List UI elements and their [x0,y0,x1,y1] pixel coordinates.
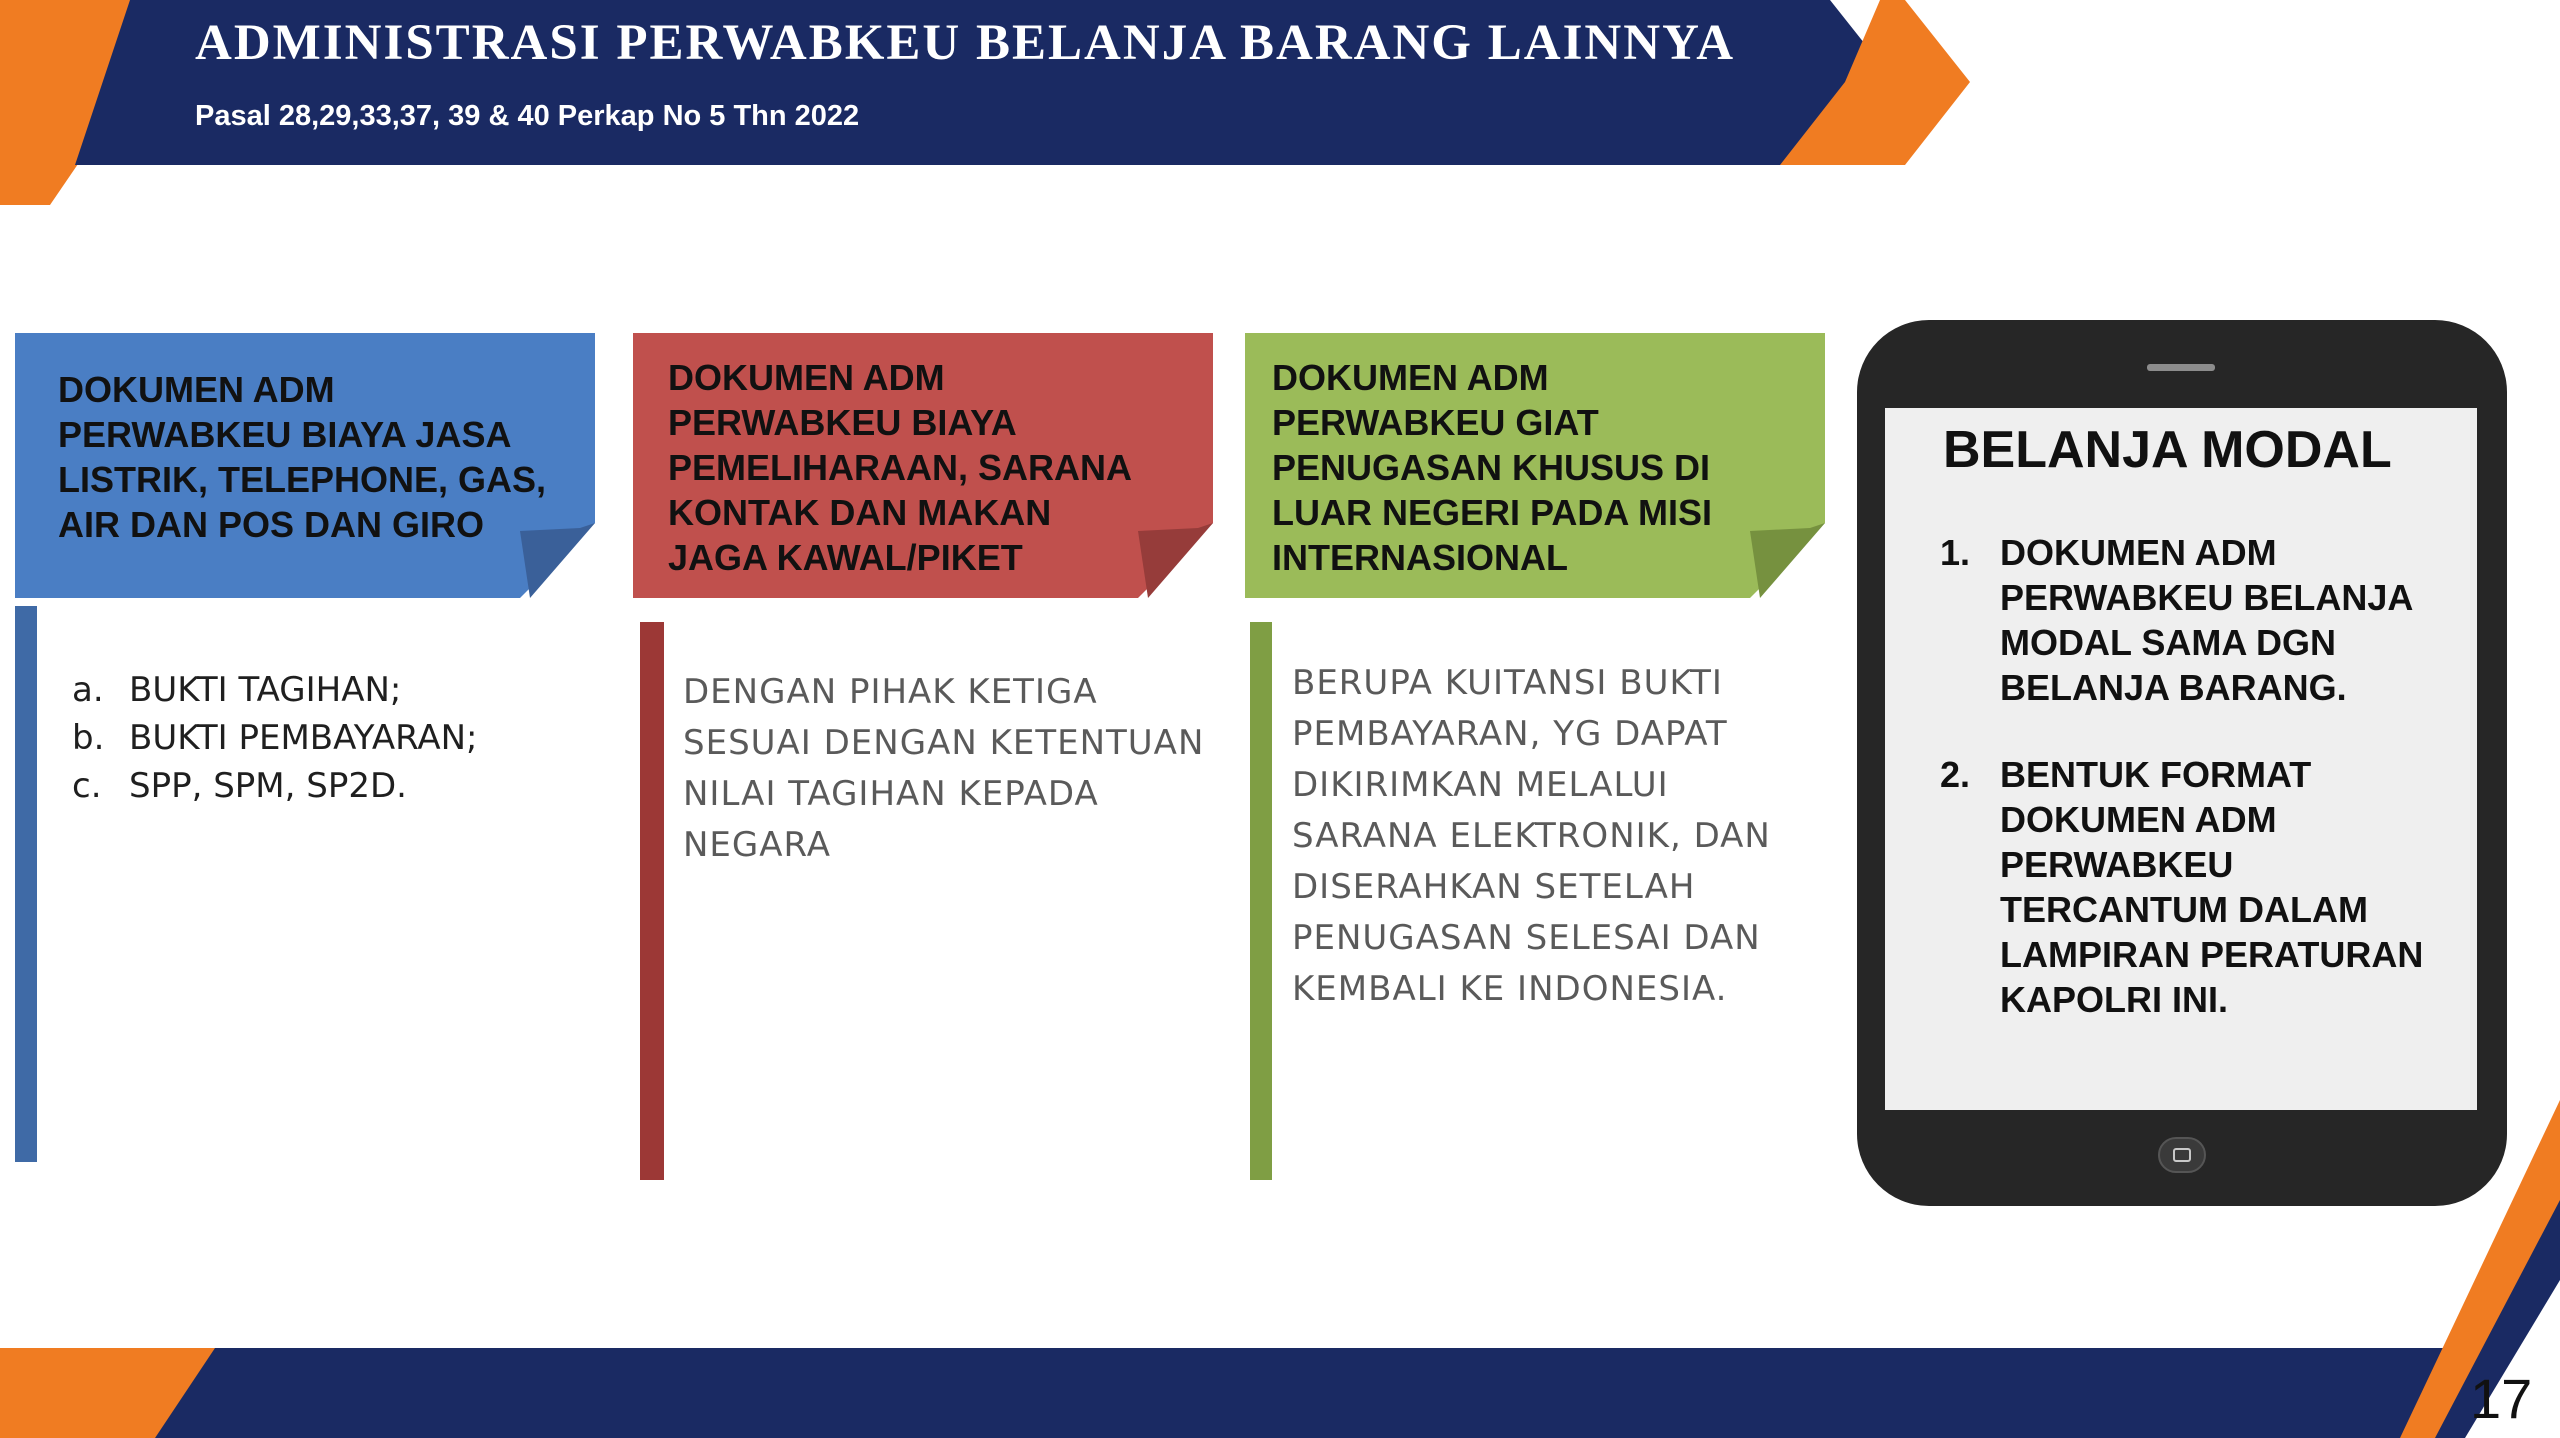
card-jasa-bar [15,606,37,1162]
list-item [72,762,478,810]
tablet-list-text: DOKUMEN ADM PERWABKEU BELANJA MODAL SAMA DGN BELANJA BARANG. [2000,532,2414,708]
list-text: BUKTI TAGIHAN; [129,670,402,710]
card-luar-negeri-text: BERUPA KUITANSI BUKTI PEMBAYARAN, YG DAPAT DIKIRIMKAN MELALUI SARANA ELEKTRONIK, DAN DISERAHKAN SETELAH PENUGASAN SELESAI DAN KEMBALI KE INDONESIA. [1292,663,1771,1009]
card-luar-negeri-bar [1250,622,1272,1180]
list-text: BUKTI PEMBAYARAN; [129,718,478,758]
list-marker: a. [72,670,104,710]
list-item [72,666,478,714]
tablet-list-item [1940,530,2460,710]
footer-banner [0,1100,2560,1438]
card-jasa-title: DOKUMEN ADM PERWABKEU BIAYA JASA LISTRIK, TELEPHONE, GAS, AIR DAN POS DAN GIRO [58,369,547,545]
card-jasa-list [72,666,478,810]
tablet-list-text: BENTUK FORMAT DOKUMEN ADM PERWABKEU TERCANTUM DALAM LAMPIRAN PERATURAN KAPOLRI INI. [2000,754,2424,1020]
tablet-list [1940,530,2460,1064]
card-luar-negeri-title: DOKUMEN ADM PERWABKEU GIAT PENUGASAN KHUSUS DI LUAR NEGERI PADA MISI INTERNASIONAL [1272,357,1713,578]
card-jasa-header [15,333,595,598]
card-pemeliharaan-text: DENGAN PIHAK KETIGA SESUAI DENGAN KETENTUAN NILAI TAGIHAN KEPADA NEGARA [683,672,1205,865]
card-pemeliharaan-title: DOKUMEN ADM PERWABKEU BIAYA PEMELIHARAAN, SARANA KONTAK DAN MAKAN JAGA KAWAL/PIKET [668,357,1133,578]
card-luar-negeri-header [1245,333,1825,598]
list-marker: c. [72,766,102,806]
card-pemeliharaan-header [633,333,1213,598]
tablet-list-number: 2. [1940,754,1971,795]
page-number: 17 [2470,1367,2533,1430]
tablet-title: BELANJA MODAL [1943,421,2392,479]
tablet-list-number: 1. [1940,532,1971,573]
card-pemeliharaan-bar [640,622,664,1180]
list-marker: b. [72,718,105,758]
tablet-list-item [1940,752,2460,1022]
list-text: SPP, SPM, SP2D. [129,766,407,806]
slide-subtitle: Pasal 28,29,33,37, 39 & 40 Perkap No 5 Thn 2022 [195,100,860,132]
footer-navy-band [0,1348,2560,1438]
tablet-speaker [2147,364,2215,371]
list-item [72,714,478,762]
slide-title: ADMINISTRASI PERWABKEU BELANJA BARANG LAINNYA [195,15,1736,71]
